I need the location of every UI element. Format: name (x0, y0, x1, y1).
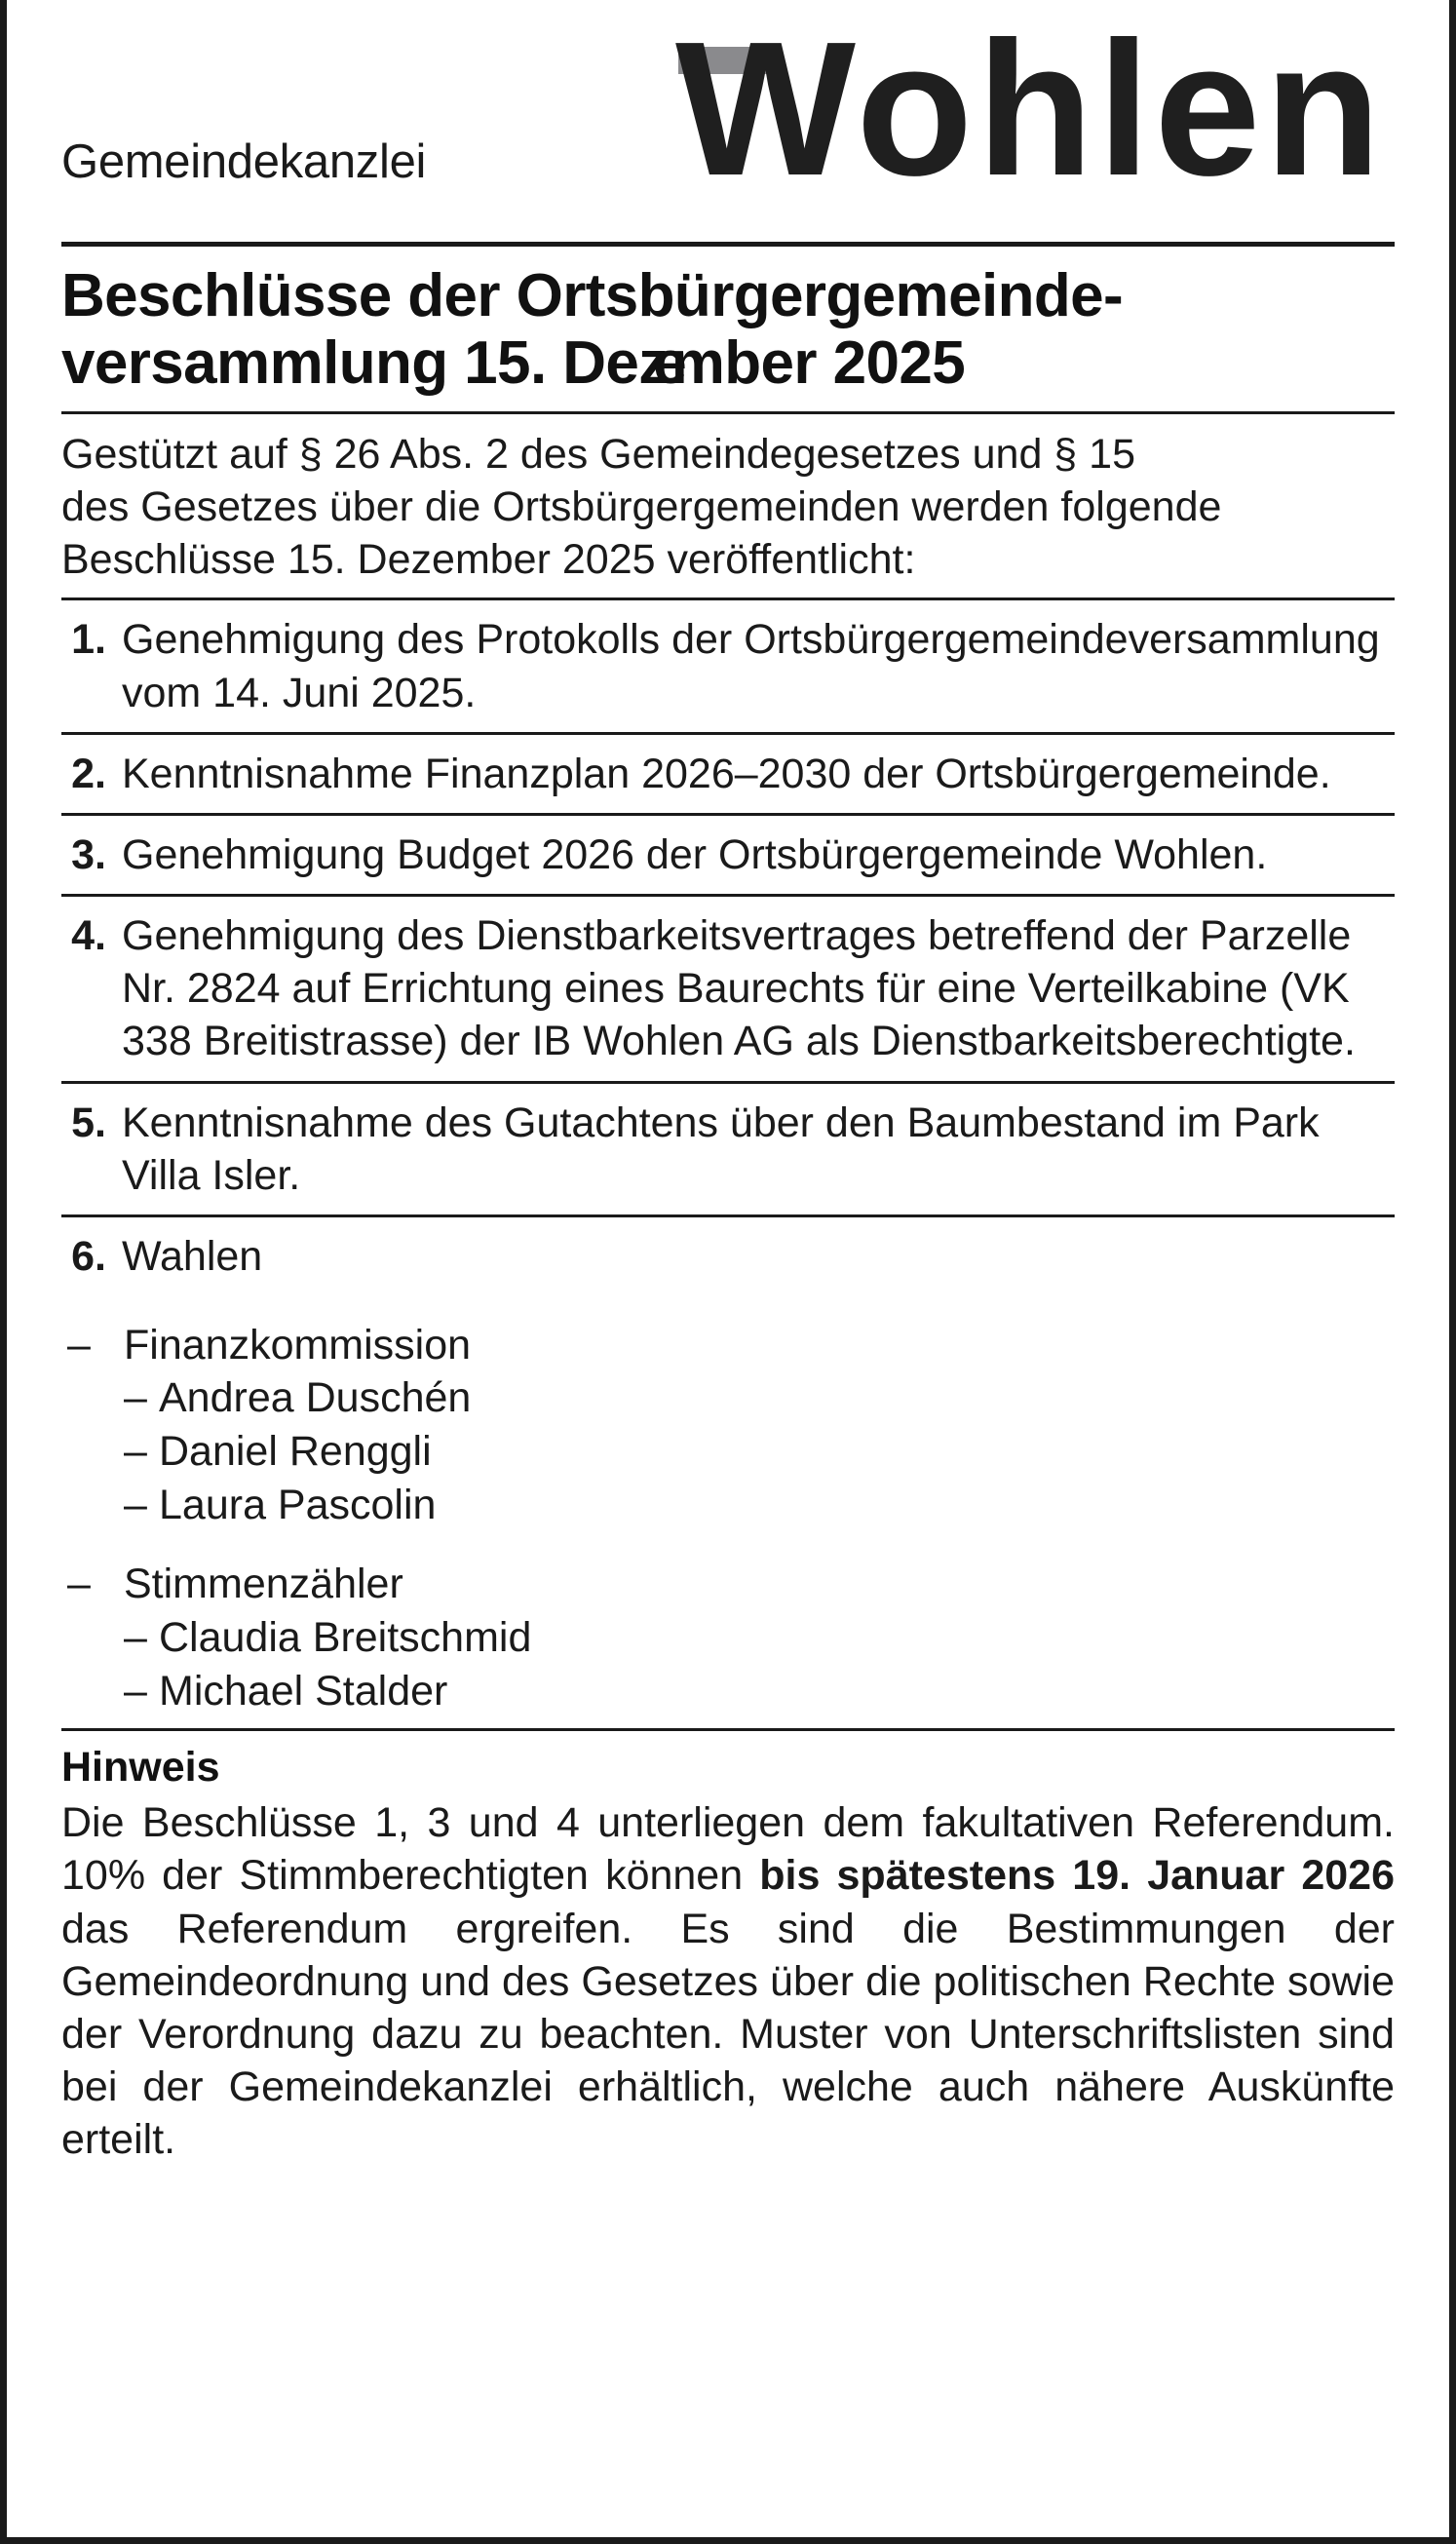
election-member-list (61, 1611, 1395, 1718)
resolution-number: 2. (71, 750, 106, 797)
resolution-text: Kenntnisnahme des Gutachtens über den Baumbestand im Park Villa Isler. (122, 1099, 1320, 1199)
resolution-item (61, 600, 1395, 731)
resolution-item (61, 897, 1395, 1081)
resolution-text: Genehmigung Budget 2026 der Ortsbürgergemeinde Wohlen. (122, 830, 1268, 878)
resolution-item (61, 735, 1395, 813)
list-item (61, 1371, 1395, 1425)
page-title (61, 247, 1395, 411)
dash-marker: – (124, 1482, 147, 1529)
resolution-list (61, 600, 1395, 1295)
election-group-header (61, 1319, 1395, 1371)
member-name: Andrea Duschén (159, 1374, 472, 1422)
page-inner (7, 0, 1449, 2537)
resolution-text: Kenntnisnahme Finanzplan 2026–2030 der Ortsbürgergemeinde. (122, 750, 1331, 797)
hinweis-part-2: das Referendum ergreifen. Es sind die Bestimmungen der Gemeindeordnung und des Gesetzes über die politischen Rechte sowie der Verordnung dazu zu beachten. Muster von Unterschriftslisten sind bei der Gemeindekanzlei erhältlich, welche auch nähere Auskünfte erteilt. (61, 1905, 1395, 2164)
headline-overlap-glyphs: ze (638, 329, 671, 398)
logo-wordmark: Wohlen (675, 2, 1386, 215)
member-name: Laura Pascolin (159, 1482, 437, 1529)
election-group-name: Stimmenzähler (124, 1561, 403, 1608)
hinweis-text (61, 1796, 1395, 2176)
intro-line-1: Gestützt auf § 26 Abs. 2 des Gemeindegesetzes und § 15 (61, 430, 1136, 478)
list-item (61, 1611, 1395, 1665)
resolution-number: 6. (71, 1232, 106, 1280)
dash-marker: – (67, 1322, 91, 1369)
resolution-text: Wahlen (122, 1232, 263, 1280)
resolution-number: 3. (71, 830, 106, 878)
resolution-item (61, 816, 1395, 894)
election-group-header (61, 1558, 1395, 1610)
election-group (61, 1319, 1395, 1532)
elections-section (61, 1319, 1395, 1728)
list-item (61, 1665, 1395, 1718)
dash-marker: – (124, 1374, 147, 1422)
resolution-item (61, 1084, 1395, 1214)
dash-marker: – (124, 1613, 147, 1661)
hinweis-part-1: Die Beschlüsse 1, 3 und 4 unterliegen dem fakultativen Referendum. 10% der Stimmberechtigten können (61, 1799, 1395, 1900)
dash-marker: – (124, 1667, 147, 1715)
election-member-list (61, 1371, 1395, 1532)
resolution-number: 4. (71, 912, 106, 960)
resolution-number: 1. (71, 616, 106, 664)
masthead (61, 0, 1395, 242)
member-name: Claudia Breitschmid (159, 1613, 532, 1661)
department-name: Gemeindekanzlei (61, 135, 427, 188)
intro-paragraph (61, 414, 1395, 598)
intro-line-3: Beschlüsse 15. Dezember 2025 veröffentlicht: (61, 536, 916, 584)
dash-marker: – (124, 1428, 147, 1476)
wohlen-logo (675, 2, 1387, 215)
dash-marker: – (67, 1561, 91, 1608)
resolution-text: Genehmigung des Dienstbarkeitsvertrages betreffend der Parzelle Nr. 2824 auf Errichtung eines Baurechts für eine Verteilkabine (VK 338 Breitistrasse) der IB Wohlen AG als Dienstbarkeitsberechtigte. (122, 912, 1356, 1065)
election-group (61, 1558, 1395, 1717)
list-item (61, 1425, 1395, 1479)
resolution-item (61, 1217, 1395, 1295)
list-item (61, 1479, 1395, 1532)
intro-line-2: des Gesetzes über die Ortsbürgergemeinden werden folgende (61, 483, 1222, 531)
member-name: Michael Stalder (159, 1667, 448, 1715)
resolution-number: 5. (71, 1099, 106, 1146)
hinweis-heading: Hinweis (61, 1743, 220, 1791)
election-group-name: Finanzkommission (124, 1322, 472, 1369)
resolution-text: Genehmigung des Protokolls der Ortsbürgergemeindeversammlung vom 14. Juni 2025. (122, 616, 1380, 716)
headline-line-2b: mber 2025 (671, 329, 966, 398)
headline-line-1: Beschlüsse der Ortsbürgergemeinde- (61, 262, 1124, 329)
member-name: Daniel Renggli (159, 1428, 432, 1476)
headline-line-2a: versammlung 15. De (61, 329, 639, 398)
hinweis-deadline: bis spätestens 19. Januar 2026 (759, 1852, 1395, 1900)
